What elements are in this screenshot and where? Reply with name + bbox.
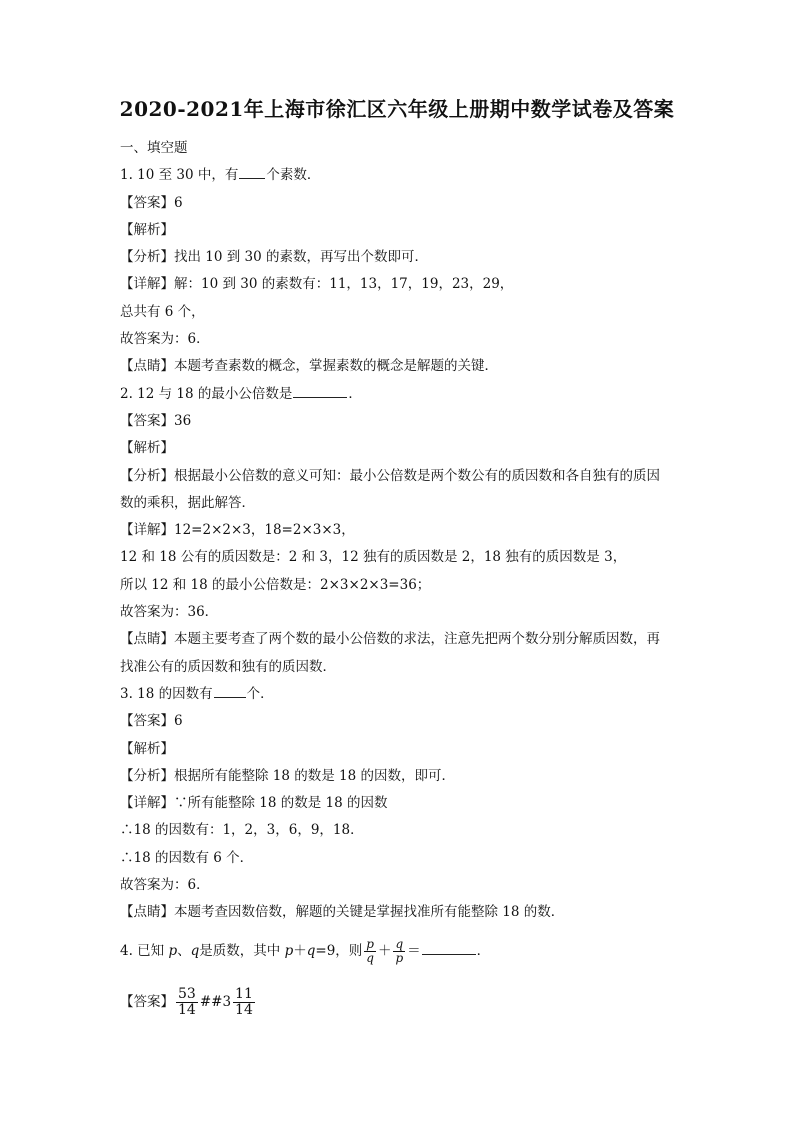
q2-xiangjie: 【详解】12=2×2×3，18=2×3×3， — [120, 522, 355, 539]
period: ． — [476, 942, 491, 959]
question-1 — [120, 162, 690, 189]
q3-answer: 【答案】6 — [120, 713, 183, 730]
q2-line: 12 和 18 公有的质因数是：2 和 3，12 独有的质因数是 2，18 独有的质因数是 3， — [120, 549, 627, 566]
q2-fenxi: 【分析】根据最小公倍数的意义可知：最小公倍数是两个数公有的质因数和各自独有的质因 — [120, 467, 660, 484]
question-1-text-post: 个素数． — [266, 167, 321, 184]
q1-fenxi: 【分析】找出 10 到 30 的素数，再写出个数即可． — [120, 249, 429, 266]
answer-separator: ## — [199, 993, 223, 1010]
q2-analysis-heading: 【解析】 — [120, 440, 174, 457]
q3-line: ∴18 的因数有：1，2，3，6，9，18． — [120, 822, 364, 839]
q3-xiangjie: 【详解】∵所有能整除 18 的数是 18 的因数 — [120, 795, 388, 812]
fraction-denominator: p — [395, 950, 404, 965]
question-3-text-pre: 3. 18 的因数有 — [120, 685, 213, 702]
variable-q: q — [190, 942, 200, 959]
answer-mixed-fraction — [233, 987, 255, 1017]
question-1-text-pre: 1. 10 至 30 中，有 — [120, 167, 239, 184]
q2-dianjing: 【点睛】本题主要考查了两个数的最小公倍数的求法，注意先把两个数分别分解质因数，再 — [120, 631, 660, 648]
variable-q: q — [306, 942, 316, 959]
fraction-numerator: q — [395, 937, 404, 952]
q3-fenxi: 【分析】根据所有能整除 18 的数是 18 的因数，即可． — [120, 767, 456, 784]
q1-line: 总共有 6 个， — [120, 303, 205, 320]
q4-answer — [120, 975, 690, 1029]
fraction-denominator: 14 — [235, 1001, 253, 1018]
document-body — [120, 135, 690, 1029]
variable-p: p — [168, 942, 178, 959]
answer-blank — [214, 683, 246, 698]
q2-answer: 【答案】36 — [120, 412, 192, 429]
page-title: 2020-2021年上海市徐汇区六年级上册期中数学试卷及答案 — [119, 97, 675, 121]
question-3-text-post: 个． — [246, 685, 274, 702]
q3-dianjing: 【点睛】本题考查因数倍数，解题的关键是掌握找准所有能整除 18 的数． — [120, 904, 565, 921]
fraction-q-over-p — [393, 938, 405, 964]
q1-dianjing: 【点睛】本题考查素数的概念，掌握素数的概念是解题的关键． — [120, 358, 498, 375]
q1-analysis-heading: 【解析】 — [120, 221, 174, 238]
q2-fenxi-cont: 数的乘积，据此解答． — [120, 494, 255, 511]
q1-answer: 【答案】6 — [120, 194, 183, 211]
answer-fraction — [176, 987, 198, 1017]
question-4-text: 是质数，其中 — [199, 942, 285, 959]
q2-dianjing-cont: 找准公有的质因数和独有的质因数． — [120, 658, 336, 675]
fraction-p-over-q — [364, 938, 376, 964]
q2-line: 故答案为：36． — [120, 604, 219, 621]
question-2 — [120, 381, 690, 408]
question-4-prefix: 4. 已知 — [120, 942, 169, 959]
mixed-number-whole: 3 — [222, 993, 232, 1010]
fraction-numerator: p — [366, 937, 374, 952]
plus-sign: ＋ — [377, 942, 392, 959]
q1-line: 故答案为：6． — [120, 331, 210, 348]
answer-blank — [422, 940, 476, 955]
q1-xiangjie: 【详解】解：10 到 30 的素数有：11，13，17，19，23，29， — [120, 276, 514, 293]
question-2-text-pre: 2. 12 与 18 的最小公倍数是 — [120, 385, 293, 402]
answer-label: 【答案】 — [120, 993, 174, 1010]
answer-blank — [239, 164, 265, 179]
fraction-denominator: 14 — [178, 1001, 196, 1018]
fraction-numerator: 53 — [178, 985, 196, 1002]
equals-sign: ＝ — [407, 942, 421, 959]
fraction-denominator: q — [366, 950, 374, 965]
q3-line: 故答案为：6． — [120, 877, 210, 894]
separator: 、 — [177, 942, 191, 959]
q3-analysis-heading: 【解析】 — [120, 740, 174, 757]
fraction-numerator: 11 — [235, 985, 253, 1002]
equation-value: =9，则 — [315, 942, 363, 959]
question-3 — [120, 681, 690, 708]
q2-line: 所以 12 和 18 的最小公倍数是：2×3×2×3=36； — [120, 576, 431, 593]
answer-blank — [293, 383, 347, 398]
question-2-text-post: ． — [348, 385, 362, 402]
question-4 — [120, 927, 690, 975]
q3-line: ∴18 的因数有 6 个． — [120, 849, 254, 866]
plus-sign: ＋ — [293, 942, 307, 959]
variable-p: p — [284, 942, 294, 959]
section-heading: 一、填空题 — [120, 140, 188, 156]
